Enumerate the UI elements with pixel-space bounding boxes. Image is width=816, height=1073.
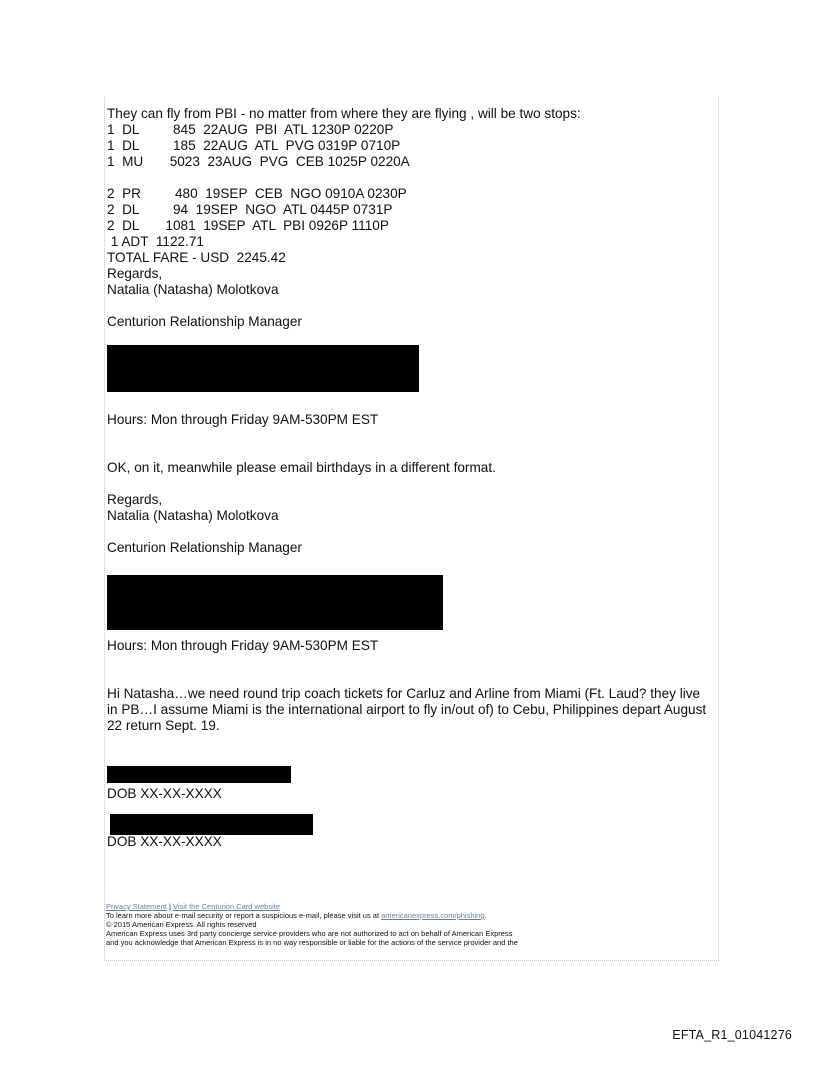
redaction-block: [110, 814, 313, 835]
signature-hours: Hours: Mon through Friday 9AM-530PM EST: [107, 638, 379, 653]
intro-line: They can fly from PBI - no matter from where they are flying , will be two stops:: [107, 106, 581, 121]
footer-disclaimer: American Express uses 3rd party concierge service providers who are not authorized to act on behalf of American Express: [106, 929, 513, 938]
itinerary-segment: 2 DL 94 19SEP NGO ATL 0445P 0731P: [107, 202, 393, 217]
signature-hours: Hours: Mon through Friday 9AM-530PM EST: [107, 412, 379, 427]
date-of-birth: DOB XX-XX-XXXX: [107, 834, 222, 849]
security-text: To learn more about e-mail security or report a suspicious e-mail, please visit us at: [106, 911, 382, 920]
message-text: OK, on it, meanwhile please email birthdays in a different format.: [107, 460, 496, 475]
signature-title: Centurion Relationship Manager: [107, 314, 302, 329]
signature-name: Natalia (Natasha) Molotkova: [107, 282, 279, 297]
date-of-birth: DOB XX-XX-XXXX: [107, 786, 222, 801]
signature-regards: Regards,: [107, 266, 163, 281]
signature-regards: Regards,: [107, 492, 163, 507]
signature-name: Natalia (Natasha) Molotkova: [107, 508, 279, 523]
total-fare: TOTAL FARE - USD 2245.42: [107, 250, 286, 265]
privacy-statement-link[interactable]: Privacy Statement: [106, 902, 167, 911]
centurion-website-link[interactable]: Visit the Centurion Card website: [172, 902, 280, 911]
footer-copyright: © 2015 American Express. All rights reserved: [106, 920, 257, 929]
itinerary-segment: 2 DL 1081 19SEP ATL PBI 0926P 1110P: [107, 218, 389, 233]
security-text-end: .: [484, 911, 487, 920]
phishing-link[interactable]: americanexpress.com/phishing: [381, 911, 485, 920]
itinerary-segment: 1 DL 845 22AUG PBI ATL 1230P 0220P: [107, 122, 394, 137]
document-id: EFTA_R1_01041276: [672, 1028, 792, 1042]
itinerary-segment: 1 MU 5023 23AUG PVG CEB 1025P 0220A: [107, 154, 410, 169]
footer-disclaimer: and you acknowledge that American Express is in no way responsible or liable for the actions of the service provider and the: [106, 938, 518, 947]
itinerary-segment: 1 DL 185 22AUG ATL PVG 0319P 0710P: [107, 138, 401, 153]
signature-title: Centurion Relationship Manager: [107, 540, 302, 555]
redaction-block: [107, 575, 443, 630]
redaction-block: [107, 766, 291, 783]
link-separator: |: [166, 902, 173, 911]
redaction-block: [107, 345, 419, 392]
request-message: Hi Natasha…we need round trip coach tickets for Carluz and Arline from Miami (Ft. Laud? they live in PB…I assume Miami is the international airport to fly in/out of) to Cebu, Philippines depart August 22 return Sept. 19.: [107, 686, 707, 733]
itinerary-segment: 2 PR 480 19SEP CEB NGO 0910A 0230P: [107, 186, 407, 201]
fare-per-adult: 1 ADT 1122.71: [107, 234, 204, 249]
